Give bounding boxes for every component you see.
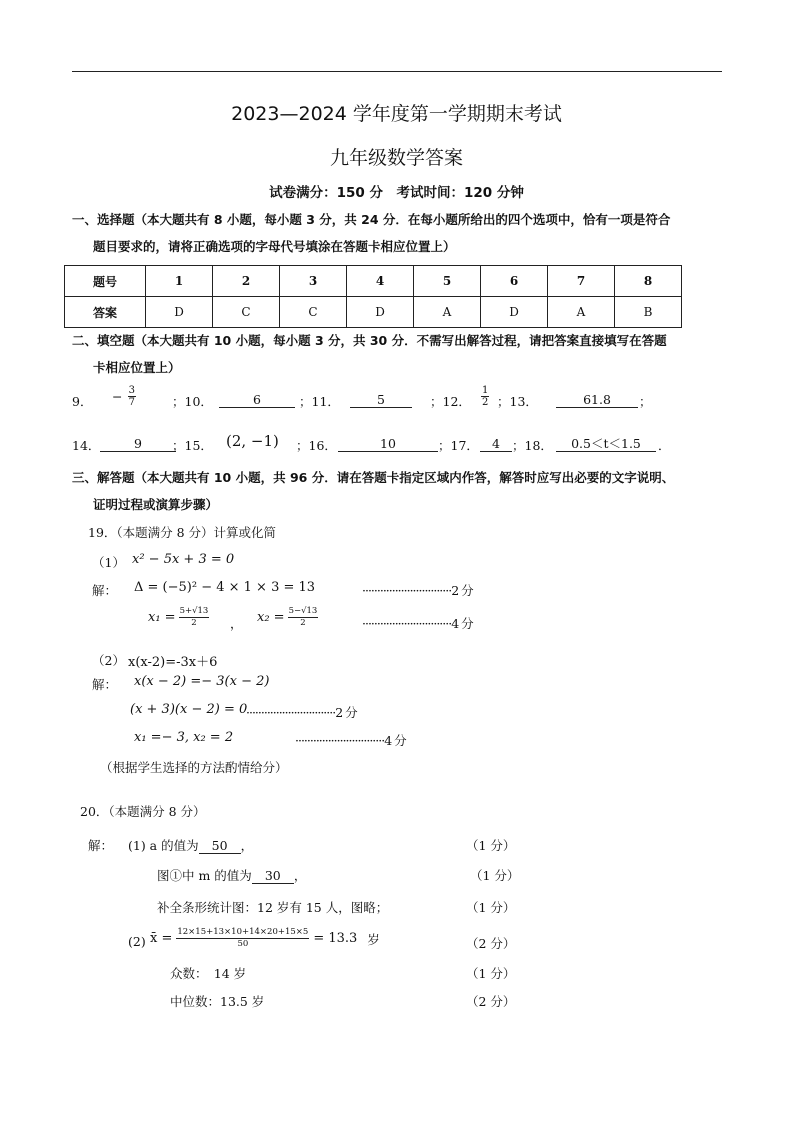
q19-x2-fraction: $\frac{5-√13}{2}$: [288, 606, 318, 628]
q20-mean-fraction: $\frac{12\times 15+13\times 10+14\times 20+15\times 5}{50}$: [177, 927, 309, 949]
q13-end: ；: [639, 394, 652, 409]
table-row-answers: [65, 297, 682, 328]
q20-part1b-points: （1 分）: [470, 868, 520, 883]
q15-label: ；15．: [172, 438, 213, 453]
q20-solution-label: 解：: [88, 838, 114, 853]
q9-fraction: $\frac{3}{7}$: [128, 385, 135, 408]
q19-x1-fraction: $\frac{5+√13}{2}$: [179, 606, 209, 628]
q18-answer: 0.5＜t＜1.5: [556, 436, 656, 452]
q9-sign: −: [112, 389, 123, 404]
q20-mode: 众数： 14 岁: [170, 966, 247, 981]
q9-answer: [112, 385, 136, 408]
q11-label: ；11．: [299, 394, 340, 409]
q9-label: 9．: [72, 394, 93, 409]
q12-answer: [481, 385, 489, 408]
table-cell: D: [146, 297, 213, 328]
q12-fraction: $\frac{1}{2}$: [482, 385, 489, 408]
q19-s2-step-c: x₁ =− 3, x₂ = 2: [134, 730, 234, 745]
q18-end: ．: [658, 438, 671, 453]
exam-subtitle: 九年级数学答案: [329, 147, 463, 169]
q19-s2-step-b-points: ······························2 分: [246, 705, 357, 720]
table-cell: B: [615, 297, 682, 328]
q14-answer: 9: [100, 436, 176, 452]
q13-label: ；13．: [497, 394, 538, 409]
q19-part1-equation: x² − 5x + 3 = 0: [132, 552, 235, 567]
q19-part2-label: （2）: [92, 653, 125, 668]
table-cell: 4: [347, 266, 414, 297]
q20-part2-points: （2 分）: [466, 936, 516, 951]
q20-part2-label: (2): [128, 934, 146, 949]
table-row-label: 答案: [65, 297, 146, 328]
q20-part1a: (1) a 的值为 50 ，: [128, 838, 254, 853]
q17-label: ；17．: [438, 438, 479, 453]
table-cell: 3: [280, 266, 347, 297]
table-cell: A: [414, 297, 481, 328]
q19-step1-points: ······························2 分: [362, 583, 473, 598]
q19-s2-step-a: x(x − 2) =− 3(x − 2): [134, 674, 270, 689]
table-cell: D: [347, 297, 414, 328]
q19-part1-label: （1）: [92, 555, 125, 570]
q14-label: 14．: [72, 438, 101, 453]
section3-heading-line2: 证明过程或演算步骤）: [93, 497, 219, 512]
q19-discriminant: Δ = (−5)² − 4 × 1 × 3 = 13: [134, 580, 316, 595]
table-cell: 8: [615, 266, 682, 297]
section1-heading-line2: 题目要求的，请将正确选项的字母代号填涂在答题卡相应位置上）: [93, 239, 456, 254]
q20-median: 中位数：13.5 岁: [170, 994, 265, 1009]
table-cell: C: [280, 297, 347, 328]
q16-answer: 10: [338, 436, 438, 452]
section2-heading-line2: 卡相应位置上）: [93, 360, 181, 375]
q20-mode-points: （1 分）: [466, 966, 516, 981]
q10-label: ；10．: [172, 394, 213, 409]
q20-part1c-points: （1 分）: [466, 900, 516, 915]
section1-heading-line1: 一、选择题（本大题共有 8 小题，每小题 3 分，共 24 分．在每小题所给出的四个选项中，恰有一项是符合: [72, 212, 671, 227]
table-cell: A: [548, 297, 615, 328]
q16-label: ；16．: [296, 438, 337, 453]
q19-comma: ，: [230, 616, 243, 631]
q20-mean-formula: x̄ = $\frac{12\times 15+13\times 10+14\times 20+15\times 5}{50}$ = 13.3 岁: [150, 927, 380, 949]
q13-answer: 61.8: [556, 392, 638, 408]
q19-s2-step-b: (x + 3)(x − 2) = 0: [130, 702, 248, 717]
section2-heading-line1: 二、填空题（本大题共有 10 小题，每小题 3 分，共 30 分．不需写出解答过程，请把答案直接填写在答题: [72, 333, 667, 348]
q20-median-points: （2 分）: [466, 994, 516, 1009]
q19-part2-equation: x(x-2)=-3x＋6: [128, 655, 218, 670]
table-cell: 6: [481, 266, 548, 297]
q17-answer: 4: [480, 436, 512, 452]
q20-header: 20．（本题满分 8 分）: [80, 804, 206, 819]
q12-label: ；12．: [430, 394, 471, 409]
q11-answer: 5: [350, 392, 412, 408]
q19-solution-label: 解：: [92, 583, 118, 598]
q19-step2-points: ······························4 分: [362, 616, 473, 631]
q19-note: （根据学生选择的方法酌情给分）: [100, 760, 288, 775]
exam-title: 2023—2024 学年度第一学期期末考试: [231, 103, 562, 125]
answer-table: [64, 265, 682, 328]
q10-answer: 6: [219, 392, 295, 408]
table-cell: C: [213, 297, 280, 328]
q15-answer: (2, −1): [226, 432, 279, 450]
q19-solution2-label: 解：: [92, 677, 118, 692]
q20-part1b: 图①中 m 的值为 30 ，: [157, 868, 307, 883]
q19-x2: x₂ = $\frac{5-√13}{2}$: [257, 606, 318, 628]
table-cell: D: [481, 297, 548, 328]
q19-s2-step-c-points: ······························4 分: [295, 733, 406, 748]
table-cell: 1: [146, 266, 213, 297]
table-row-label: 题号: [65, 266, 146, 297]
table-cell: 5: [414, 266, 481, 297]
q19-header: 19．（本题满分 8 分）计算或化简: [88, 525, 277, 540]
table-cell: 7: [548, 266, 615, 297]
header-rule: [72, 71, 722, 72]
table-cell: 2: [213, 266, 280, 297]
q20-part1a-points: （1 分）: [466, 838, 516, 853]
q19-x1: x₁ = $\frac{5+√13}{2}$: [148, 606, 209, 628]
q18-label: ；18．: [512, 438, 553, 453]
table-row-numbers: [65, 266, 682, 297]
exam-meta: 试卷满分：150 分 考试时间：120 分钟: [269, 185, 524, 201]
q20-part1c: 补全条形统计图：12 岁有 15 人，图略；: [157, 900, 389, 915]
section3-heading-line1: 三、解答题（本大题共有 10 小题，共 96 分．请在答题卡指定区域内作答，解答时应写出必要的文字说明、: [72, 470, 675, 485]
